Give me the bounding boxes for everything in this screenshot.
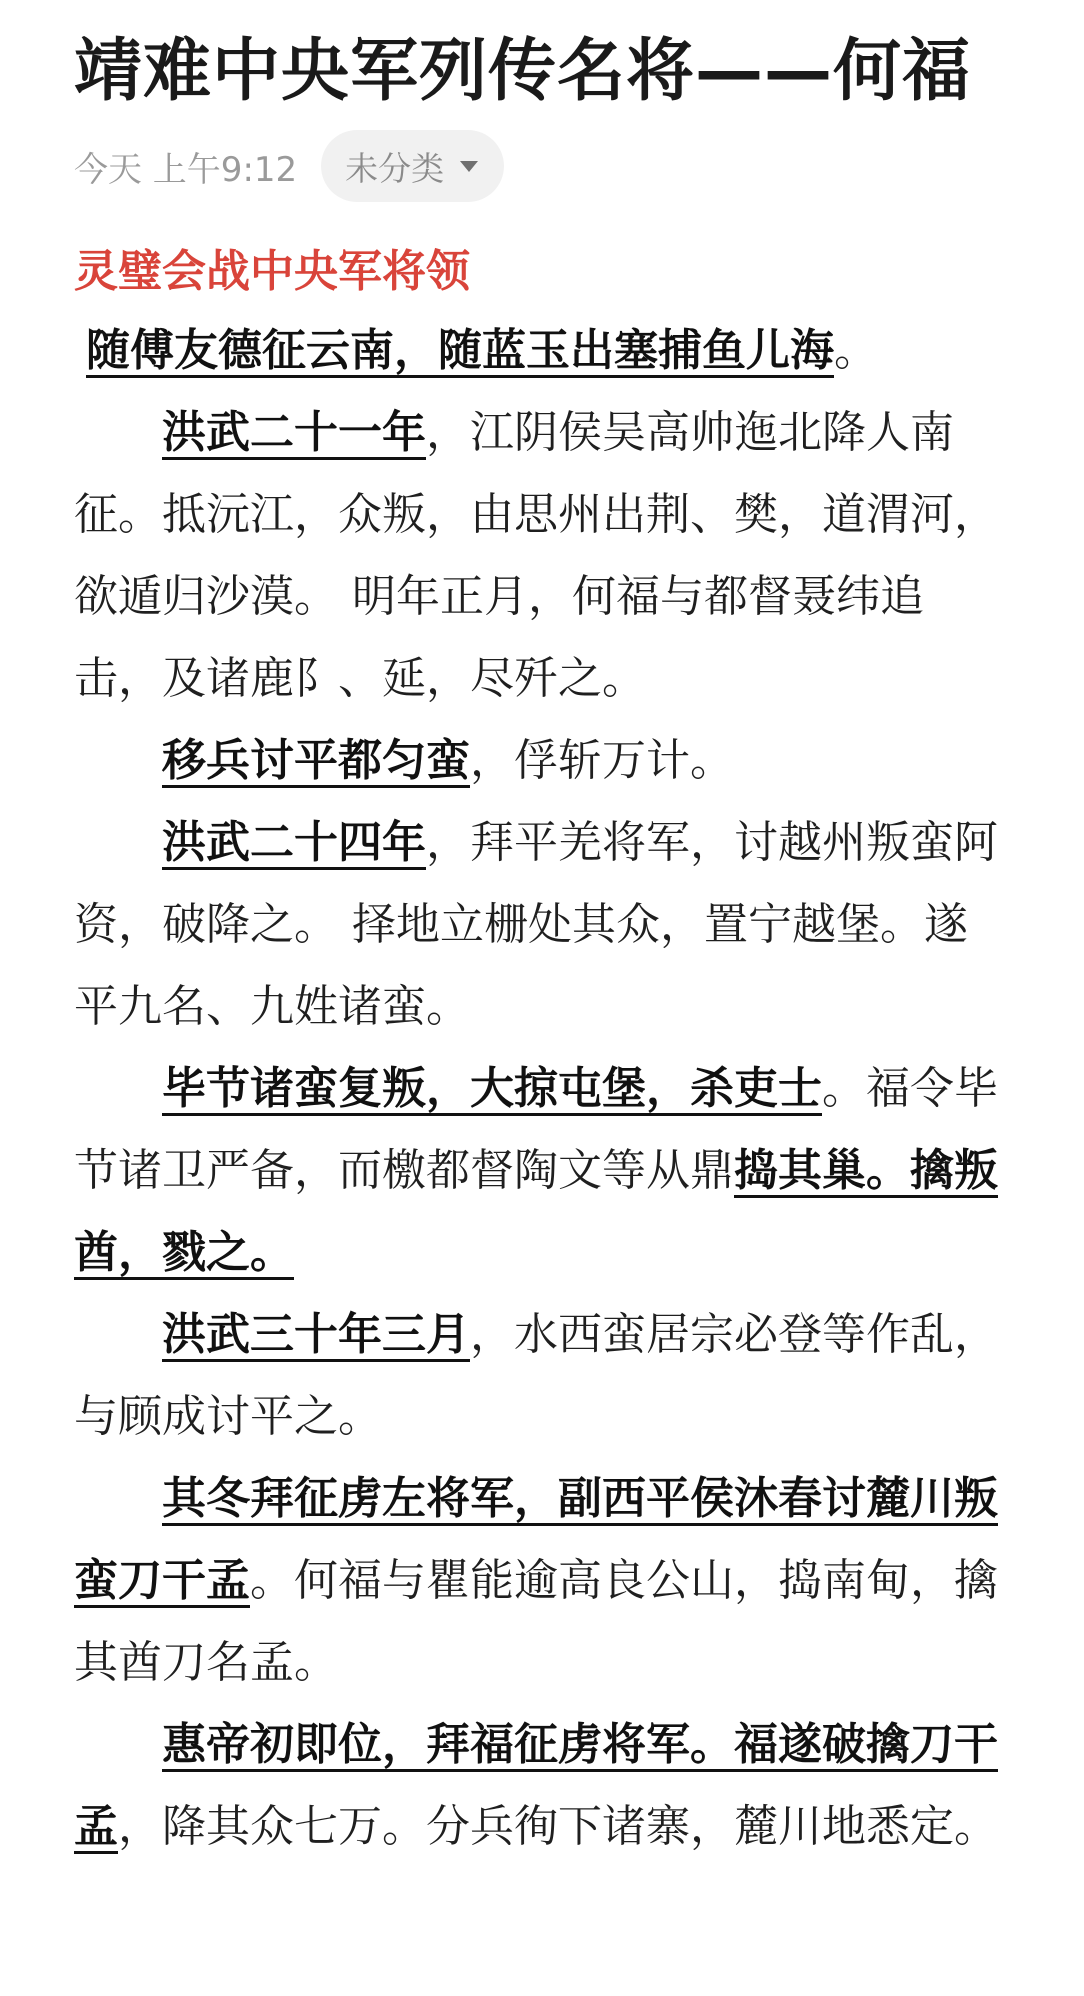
article-title: 靖难中央军列传名将——何福 [74, 32, 972, 111]
emphasized-text: 洪武三十年三月 [162, 1309, 470, 1360]
emphasized-text: 捣其巢。擒叛酋，戮之。 [74, 1145, 998, 1278]
publish-time: 今天 上午9:12 [74, 149, 298, 190]
plain-text: ，江阴侯吴高帅迤北降人南征。抵沅江，众叛，由思州出荆、樊，道渭河，欲遁归沙漠。 明年正月，何福与都督聂纬追击，及诸鹿阝、延，尽歼之。 [74, 407, 998, 704]
chevron-down-icon [460, 161, 478, 172]
article-meta [74, 130, 1010, 202]
plain-text: 。 [834, 325, 878, 376]
category-label: 未分类 [345, 148, 445, 188]
plain-text: ，俘斩万计。 [470, 735, 734, 786]
category-dropdown[interactable] [321, 130, 504, 202]
paragraph [74, 310, 1010, 392]
plain-text: 。福令毕节诸卫严备，而檄都督陶文等从鼎 [74, 1063, 998, 1196]
paragraph [74, 1704, 1010, 1868]
article-subtitle: 灵璧会战中央军将领 [74, 246, 470, 297]
plain-text: 。何福与瞿能逾高良公山，捣南甸，擒其酋刀名孟。 [74, 1555, 998, 1688]
emphasized-text: 洪武二十一年 [162, 407, 426, 458]
article-body [74, 310, 1010, 1868]
paragraph [74, 802, 1010, 1048]
emphasized-text: 洪武二十四年 [162, 817, 426, 868]
paragraph [74, 392, 1010, 720]
emphasized-text: 随傅友德征云南，随蓝玉出塞捕鱼儿海 [86, 325, 834, 376]
emphasized-text: 其冬拜征虏左将军，副西平侯沐春讨麓川叛蛮刀干孟 [74, 1473, 998, 1606]
plain-text: ，拜平羌将军，讨越州叛蛮阿资，破降之。 择地立栅处其众，置宁越堡。遂平九名、九姓诸蛮。 [74, 817, 998, 1032]
plain-text: ，降其众七万。分兵徇下诸寨，麓川地悉定。 [118, 1801, 998, 1852]
paragraph [74, 1048, 1010, 1294]
emphasized-text: 移兵讨平都匀蛮 [162, 735, 470, 786]
emphasized-text: 惠帝初即位，拜福征虏将军。福遂破擒刀干孟 [74, 1719, 998, 1852]
paragraph [74, 720, 1010, 802]
paragraph [74, 1458, 1010, 1704]
emphasized-text: 毕节诸蛮复叛，大掠屯堡，杀吏士 [162, 1063, 822, 1114]
paragraph [74, 1294, 1010, 1458]
plain-text: ，水西蛮居宗必登等作乱，与顾成讨平之。 [74, 1309, 998, 1442]
